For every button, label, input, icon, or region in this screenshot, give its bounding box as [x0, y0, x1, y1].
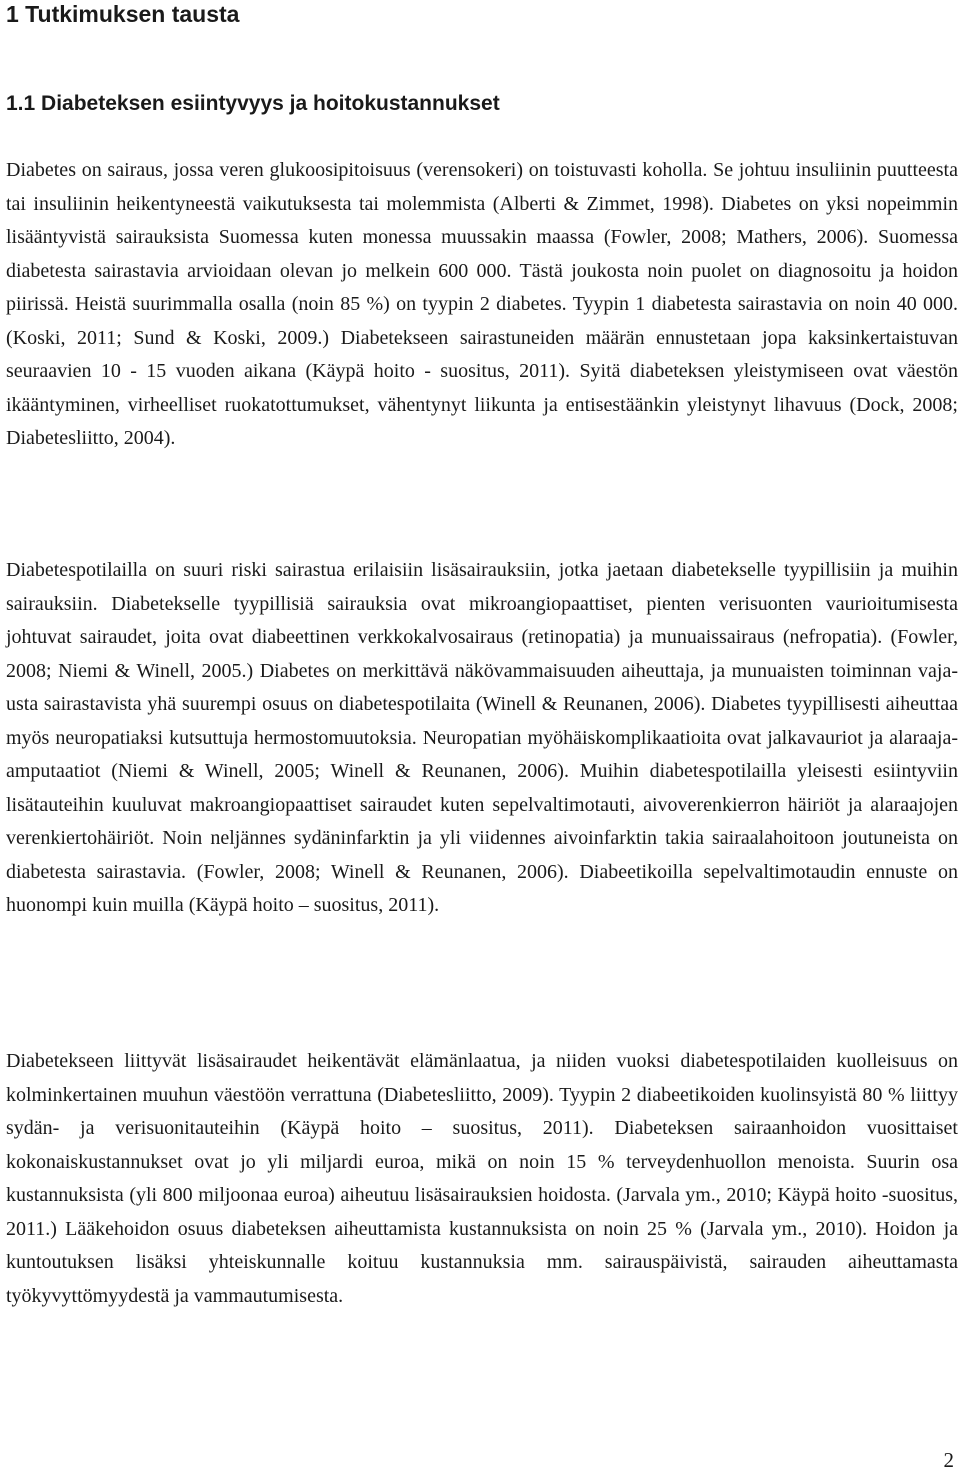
- section-heading: 1.1 Diabeteksen esiintyvyys ja hoitokustannukset: [6, 92, 500, 115]
- page-number: 2: [943, 1448, 954, 1472]
- paragraph-complications: Diabetespotilailla on suuri riski sairastua erilaisiin lisäsairauksiin, jotka jaetaan diabetekselle tyypillisiin ja muihin sairauksiin. Diabetekselle tyypillisiä sairauksia ovat mikroangiopaattiset, pienten verisuonten vaurioitumisesta johtuvat sairaudet, joita ovat diabeettinen verkkokalvosairaus (retinopatia) ja munuaissairaus (nefropatia). (Fowler, 2008; Niemi & Winell, 2005.) Diabetes on merkittävä näkövammaisuuden aiheuttaja, ja munuaisten toiminnan vajausta sairastavista yhä suurempi osuus on diabetespotilaita (Winell & Reunanen, 2006). Diabetes tyypillisesti aiheuttaa myös neuropatiaksi kutsuttuja hermostomuutoksia. Neuropatian myöhäiskomplikaatioita ovat jalkavauriot ja alaraaja-amputaatiot (Niemi & Winell, 2005; Winell & Reunanen, 2006). Muihin diabetespotilailla yleisesti esiintyviin lisätauteihin kuuluvat makroangiopaattiset sairaudet kuten sepelvaltimotauti, aivoverenkierron häiriöt ja alaraajojen verenkiertohäiriöt. Noin neljännes sydäninfarktin ja yli viidennes aivoinfarktin takia sairaalahoitoon joutuneista on diabetesta sairastavia. (Fowler, 2008; Winell & Reunanen, 2006). Diabeetikoilla sepelvaltimotaudin ennuste on huonompi kuin muilla (Käypä hoito – suositus, 2011).: [6, 559, 958, 916]
- chapter-heading: 1 Tutkimuksen tausta: [6, 1, 240, 27]
- paragraph-costs: Diabetekseen liittyvät lisäsairaudet heikentävät elämänlaatua, ja niiden vuoksi diabetespotilaiden kuolleisuus on kolminkertainen muuhun väestöön verrattuna (Diabetesliitto, 2009). Tyypin 2 diabeetikoiden kuolinsyistä 80 % liittyy sydän- ja verisuonitauteihin (Käypä hoito – suositus, 2011). Diabeteksen sairaanhoidon vuosittaiset kokonaiskustannukset ovat jo yli miljardi euroa, mikä on noin 15 % terveydenhuollon menoista. Suurin osa kustannuksista (yli 800 miljoonaa euroa) aiheutuu lisäsairauksien hoidosta. (Jarvala ym., 2010; Käypä hoito -suositus, 2011.) Lääkehoidon osuus diabeteksen aiheuttamista kustannuksista on noin 25 % (Jarvala ym., 2010). Hoidon ja kuntoutuksen lisäksi yhteiskunnalle koituu kustannuksia mm. sairauspäivistä, sairauden aiheuttamasta työkyvyttömyydestä ja vammautumisesta.: [6, 1050, 958, 1307]
- paragraph-prevalence: Diabetes on sairaus, jossa veren glukoosipitoisuus (verensokeri) on toistuvasti koholla. Se johtuu insuliinin puutteesta tai insuliinin heikentyneestä vaikutuksesta tai molemmista (Alberti & Zimmet, 1998). Diabetes on yksi nopeimmin lisääntyvistä sairauksista Suomessa kuten monessa muussakin maassa (Fowler, 2008; Mathers, 2006). Suomessa diabetesta sairastavia arvioidaan olevan jo melkein 600 000. Tästä joukosta noin puolet on diagnosoitu ja hoidon piirissä. Heistä suurimmalla osalla (noin 85 %) on tyypin 2 diabetes. Tyypin 1 diabetesta sairastavia on noin 40 000. (Koski, 2011; Sund & Koski, 2009.) Diabetekseen sairastuneiden määrän ennustetaan jopa kaksinkertaistuvan seuraavien 10 - 15 vuoden aikana (Käypä hoito - suositus, 2011). Syitä diabeteksen yleistymiseen ovat väestön ikääntyminen, virheelliset ruokatottumukset, vähentynyt liikunta ja entisestäänkin yleistynyt lihavuus (Dock, 2008; Diabetesliitto, 2004).: [6, 159, 958, 449]
